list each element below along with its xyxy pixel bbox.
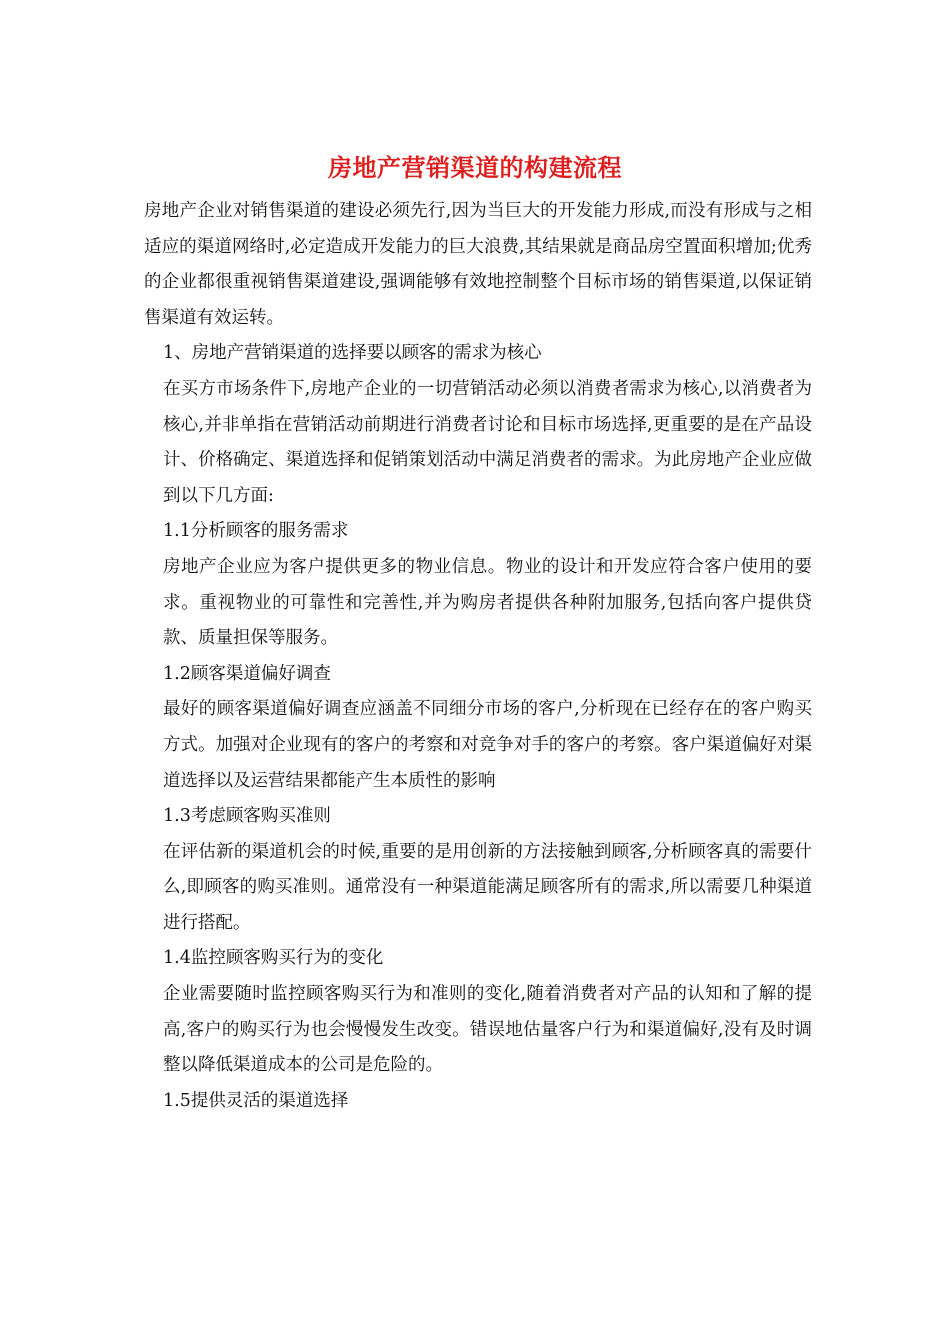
section-1-heading: 1、房地产营销渠道的选择要以顾客的需求为核心 — [163, 343, 542, 364]
subsection-1-1-heading: 1.1分析顾客的服务需求 — [163, 521, 349, 542]
subsection-1-3-heading: 1.3考虑顾客购买准则 — [163, 806, 331, 827]
intro-paragraph: 房地产企业对销售渠道的建设必须先行,因为当巨大的开发能力形成,而没有形成与之相适应的渠道网络时,必定造成开发能力的巨大浪费,其结果就是商品房空置面积增加;优秀的企业都很重视销售渠道建设,强调能够有效地控制整个目标市场的销售渠道,以保证销售渠道有效运转。 — [144, 201, 812, 328]
document-title: 房地产营销渠道的构建流程 — [328, 153, 622, 182]
document-body — [144, 194, 812, 1119]
subsection-1-3-paragraph: 在评估新的渠道机会的时候,重要的是用创新的方法接触到顾客,分析顾客真的需要什么,即顾客的购买准则。通常没有一种渠道能满足顾客所有的需求,所以需要几种渠道进行搭配。 — [163, 841, 812, 933]
subsection-1-4-paragraph: 企业需要随时监控顾客购买行为和准则的变化,随着消费者对产品的认知和了解的提高,客户的购买行为也会慢慢发生改变。错误地估量客户行为和渠道偏好,没有及时调整以降低渠道成本的公司是危险的。 — [163, 984, 812, 1076]
subsection-1-2-heading: 1.2顾客渠道偏好调查 — [163, 663, 331, 684]
subsection-1-4-heading: 1.4监控顾客购买行为的变化 — [163, 948, 384, 969]
subsection-1-5-heading: 1.5提供灵活的渠道选择 — [163, 1090, 349, 1111]
subsection-1-1-paragraph: 房地产企业应为客户提供更多的物业信息。物业的设计和开发应符合客户使用的要求。重视物业的可靠性和完善性,并为购房者提供各种附加服务,包括向客户提供贷款、质量担保等服务。 — [163, 556, 812, 649]
subsection-1-2-paragraph: 最好的顾客渠道偏好调查应涵盖不同细分市场的客户,分析现在已经存在的客户购买方式。加强对企业现有的客户的考察和对竞争对手的客户的考察。客户渠道偏好对渠道选择以及运营结果都能产生本质性的影响 — [163, 699, 812, 791]
section-1-paragraph: 在买方市场条件下,房地产企业的一切营销活动必须以消费者需求为核心,以消费者为核心,并非单指在营销活动前期进行消费者讨论和目标市场选择,更重要的是在产品设计、价格确定、渠道选择和促销策划活动中满足消费者的需求。为此房地产企业应做到以下几方面: — [163, 378, 812, 506]
